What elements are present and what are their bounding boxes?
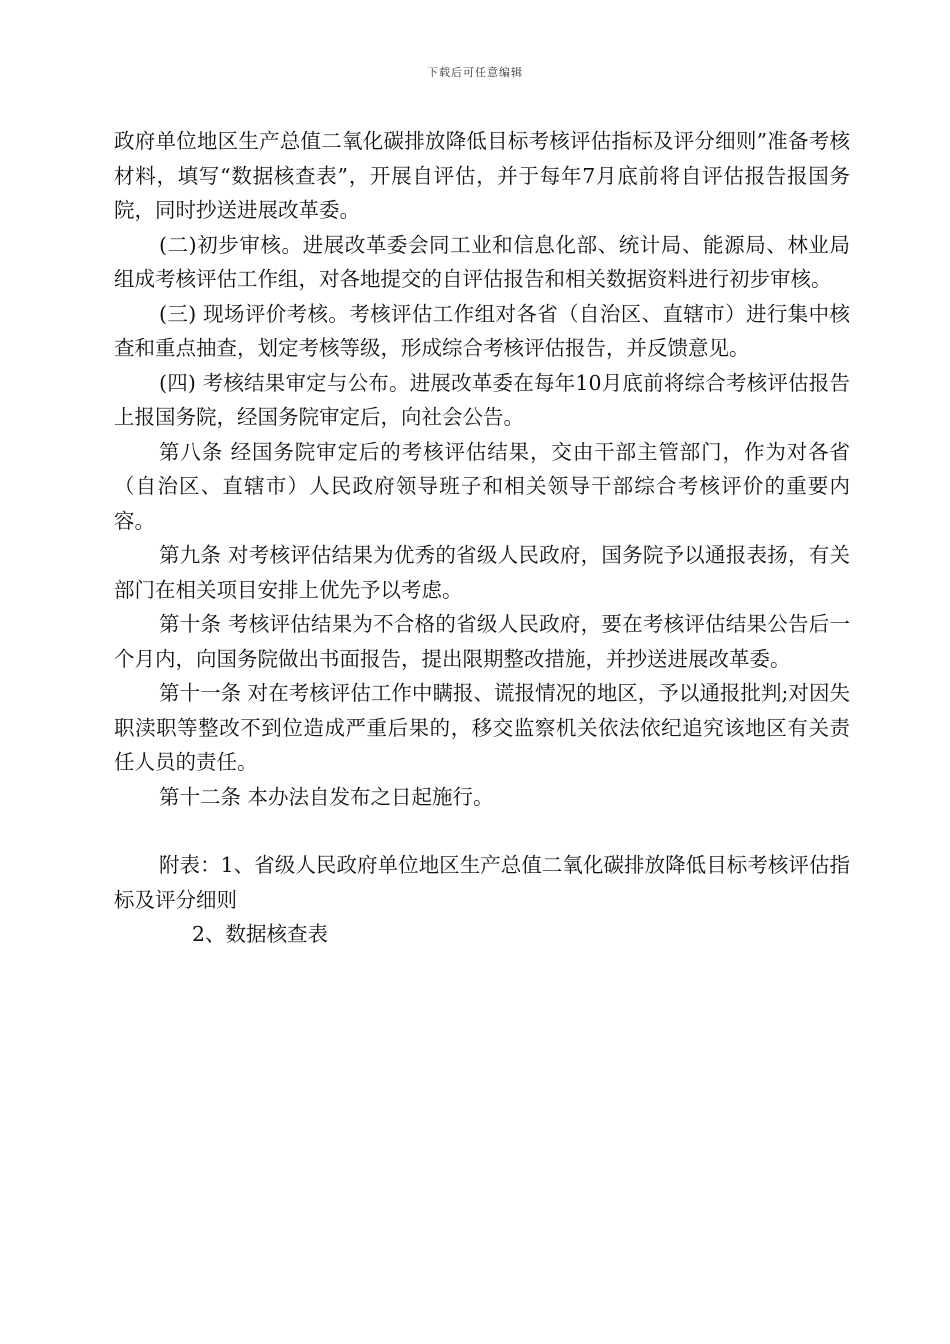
paragraph-assessment-materials: 政府单位地区生产总值二氧化碳排放降低目标考核评估指标及评分细则”准备考核材料，填写“数据核查表”，开展自评估，并于每年7月底前将自评估报告报国务院，同时抄送进展改革委。 bbox=[114, 129, 850, 222]
paragraph-onsite-evaluation: (三) 现场评价考核。考核评估工作组对各省（自治区、直辖市）进行集中核查和重点抽查，划定考核等级，形成综合考核评估报告，并反馈意见。 bbox=[114, 301, 850, 360]
paragraph-article-12: 第十二条 本办法自发布之日起施行。 bbox=[159, 784, 494, 809]
paragraph-article-11: 第十一条 对在考核评估工作中瞒报、谎报情况的地区，予以通报批判;对因失职渎职等整改不到位造成严重后果的，移交监察机关依法依纪追究该地区有关责任人员的责任。 bbox=[114, 681, 850, 774]
page-header-note: 下载后可任意编辑 bbox=[427, 66, 523, 79]
annex-item-2: 2、数据核查表 bbox=[192, 922, 329, 946]
paragraph-article-8: 第八条 经国务院审定后的考核评估结果，交由干部主管部门，作为对各省（自治区、直辖市）人民政府领导班子和相关领导干部综合考核评价的重要内容。 bbox=[114, 439, 850, 533]
paragraph-article-9: 第九条 对考核评估结果为优秀的省级人民政府，国务院予以通报表扬，有关部门在相关项目安排上优先予以考虑。 bbox=[114, 543, 850, 602]
paragraph-result-approval: (四) 考核结果审定与公布。进展改革委在每年10月底前将综合考核评估报告上报国务院，经国务院审定后，向社会公告。 bbox=[114, 370, 850, 429]
paragraph-article-10: 第十条 考核评估结果为不合格的省级人民政府，要在考核评估结果公告后一个月内，向国务院做出书面报告，提出限期整改措施，并抄送进展改革委。 bbox=[114, 612, 850, 671]
document-body bbox=[114, 124, 850, 952]
blank-line bbox=[114, 814, 850, 848]
paragraph-preliminary-review: (二)初步审核。进展改革委会同工业和信息化部、统计局、能源局、林业局组成考核评估工作组，对各地提交的自评估报告和相关数据资料进行初步审核。 bbox=[114, 232, 850, 291]
annex-item-1: 附表：1、省级人民政府单位地区生产总值二氧化碳排放降低目标考核评估指标及评分细则 bbox=[114, 853, 850, 912]
